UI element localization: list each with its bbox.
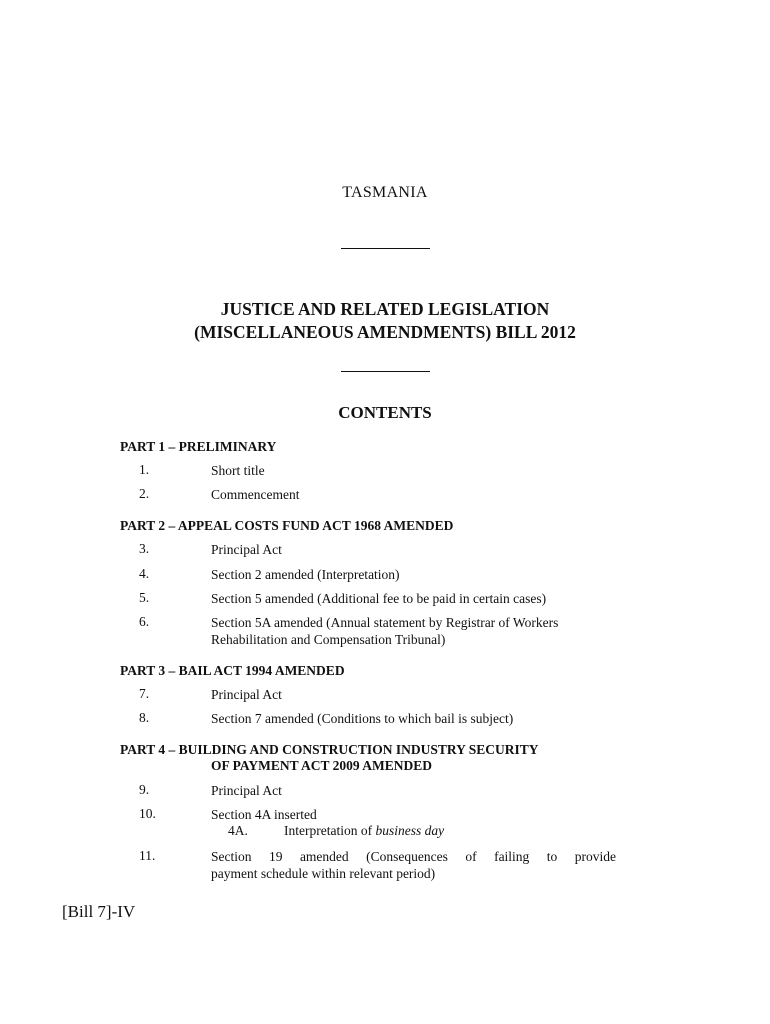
item-number: 10. (139, 806, 156, 821)
part-4-heading: PART 4 – BUILDING AND CONSTRUCTION INDUSTRY SECURITY (120, 742, 539, 757)
contents-item (211, 848, 616, 882)
contents-item (211, 614, 558, 648)
contents-item: Principal Act (211, 687, 282, 702)
bill-title-line-1: JUSTICE AND RELATED LEGISLATION (220, 299, 550, 319)
separator-rule (341, 248, 430, 249)
item-number: 6. (139, 614, 150, 629)
item-number: 5. (139, 590, 150, 605)
item-number: 9. (139, 782, 150, 797)
contents-item: Section 7 amended (Conditions to which bail is subject) (211, 711, 514, 726)
part-2-heading: PART 2 – APPEAL COSTS FUND ACT 1968 AMENDED (120, 518, 454, 533)
contents-item: Short title (211, 463, 265, 478)
contents-item-line-1: Section 19 amended (Consequences of failing to provide (211, 849, 616, 864)
contents-heading: CONTENTS (338, 403, 432, 422)
contents-item: Section 2 amended (Interpretation) (211, 567, 400, 582)
item-number: 1. (139, 462, 150, 477)
sub-item-text-plain: Interpretation of (284, 823, 376, 838)
jurisdiction-heading: TASMANIA (342, 184, 428, 201)
contents-item: Principal Act (211, 542, 282, 557)
sub-item-text (284, 823, 444, 839)
item-number: 7. (139, 686, 150, 701)
item-number: 8. (139, 710, 150, 725)
sub-item-number: 4A. (228, 823, 248, 838)
separator-rule (341, 371, 430, 372)
sub-item-text-italic: business day (375, 823, 445, 838)
item-number: 2. (139, 486, 150, 501)
item-number: 11. (139, 848, 156, 863)
contents-item: Principal Act (211, 783, 282, 798)
contents-item: Section 5 amended (Additional fee to be paid in certain cases) (211, 591, 547, 606)
contents-item-line-2: Rehabilitation and Compensation Tribunal) (211, 632, 446, 647)
part-3-heading: PART 3 – BAIL ACT 1994 AMENDED (120, 663, 345, 678)
bill-footer-reference: [Bill 7]-IV (62, 902, 136, 921)
bill-title (0, 298, 770, 344)
bill-title-line-2: (MISCELLANEOUS AMENDMENTS) BILL 2012 (194, 322, 576, 342)
contents-item: Commencement (211, 487, 300, 502)
contents-item: Section 4A inserted (211, 807, 317, 822)
part-4-heading-line-2: OF PAYMENT ACT 2009 AMENDED (211, 758, 433, 773)
contents-item-line-2: payment schedule within relevant period) (211, 866, 436, 881)
item-number: 3. (139, 541, 150, 556)
contents-item-line-1: Section 5A amended (Annual statement by Registrar of Workers (211, 615, 559, 630)
part-1-heading: PART 1 – PRELIMINARY (120, 439, 277, 454)
item-number: 4. (139, 566, 150, 581)
